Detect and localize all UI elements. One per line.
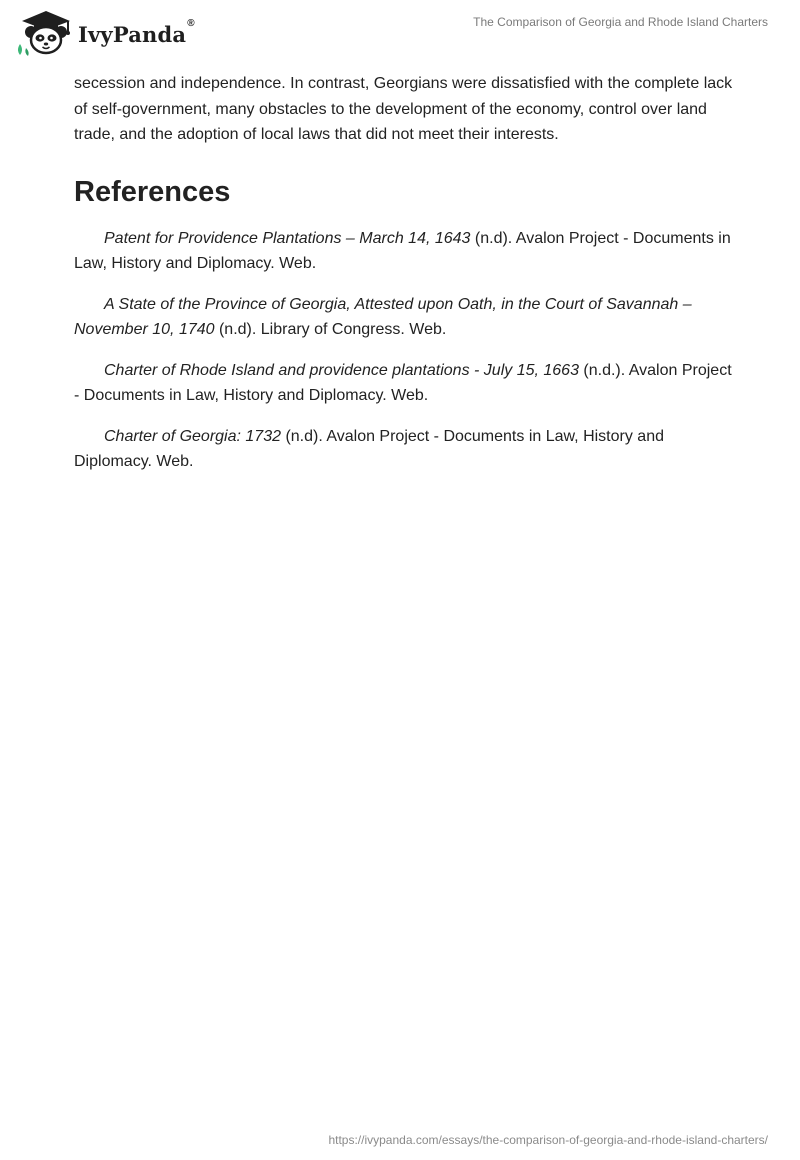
footer-source-url[interactable]: https://ivypanda.com/essays/the-comparison-of-georgia-and-rhode-island-charters/ xyxy=(328,1133,768,1147)
ivypanda-logo[interactable] xyxy=(14,8,195,56)
reference-title: Patent for Providence Plantations – March 14, 1643 xyxy=(104,229,471,247)
reference-item xyxy=(74,226,734,276)
reference-title: Charter of Rhode Island and providence plantations - July 15, 1663 xyxy=(104,361,579,379)
reference-item xyxy=(74,424,734,474)
body-paragraph: secession and independence. In contrast, Georgians were dissatisfied with the complete lack of self-government, many obstacles to the development of the economy, control over land trade, and the adoption of local laws that did not meet their interests. xyxy=(74,75,733,143)
reference-title: A State of the Province of Georgia, Attested upon Oath, in the Court of Savannah – November 10, 1740 xyxy=(74,295,692,338)
reference-item xyxy=(74,292,734,342)
page-header xyxy=(0,0,800,62)
references-heading: References xyxy=(74,175,231,208)
document-title: The Comparison of Georgia and Rhode Island Charters xyxy=(473,15,768,29)
references-list xyxy=(74,226,734,474)
logo-wordmark: IvyPanda® xyxy=(78,17,195,47)
reference-item xyxy=(74,358,734,408)
reference-title: Charter of Georgia: 1732 xyxy=(104,427,281,445)
document-content xyxy=(74,71,734,490)
reference-details: (n.d). Avalon Project - Documents in Law, History and Diplomacy. Web. xyxy=(74,229,731,272)
reference-details: (n.d). Library of Congress. Web. xyxy=(214,320,447,338)
reference-details: (n.d.). Avalon Project - Documents in Law, History and Diplomacy. Web. xyxy=(74,361,732,404)
reference-details: (n.d). Avalon Project - Documents in Law, History and Diplomacy. Web. xyxy=(74,427,664,470)
panda-graduate-icon xyxy=(14,8,76,56)
